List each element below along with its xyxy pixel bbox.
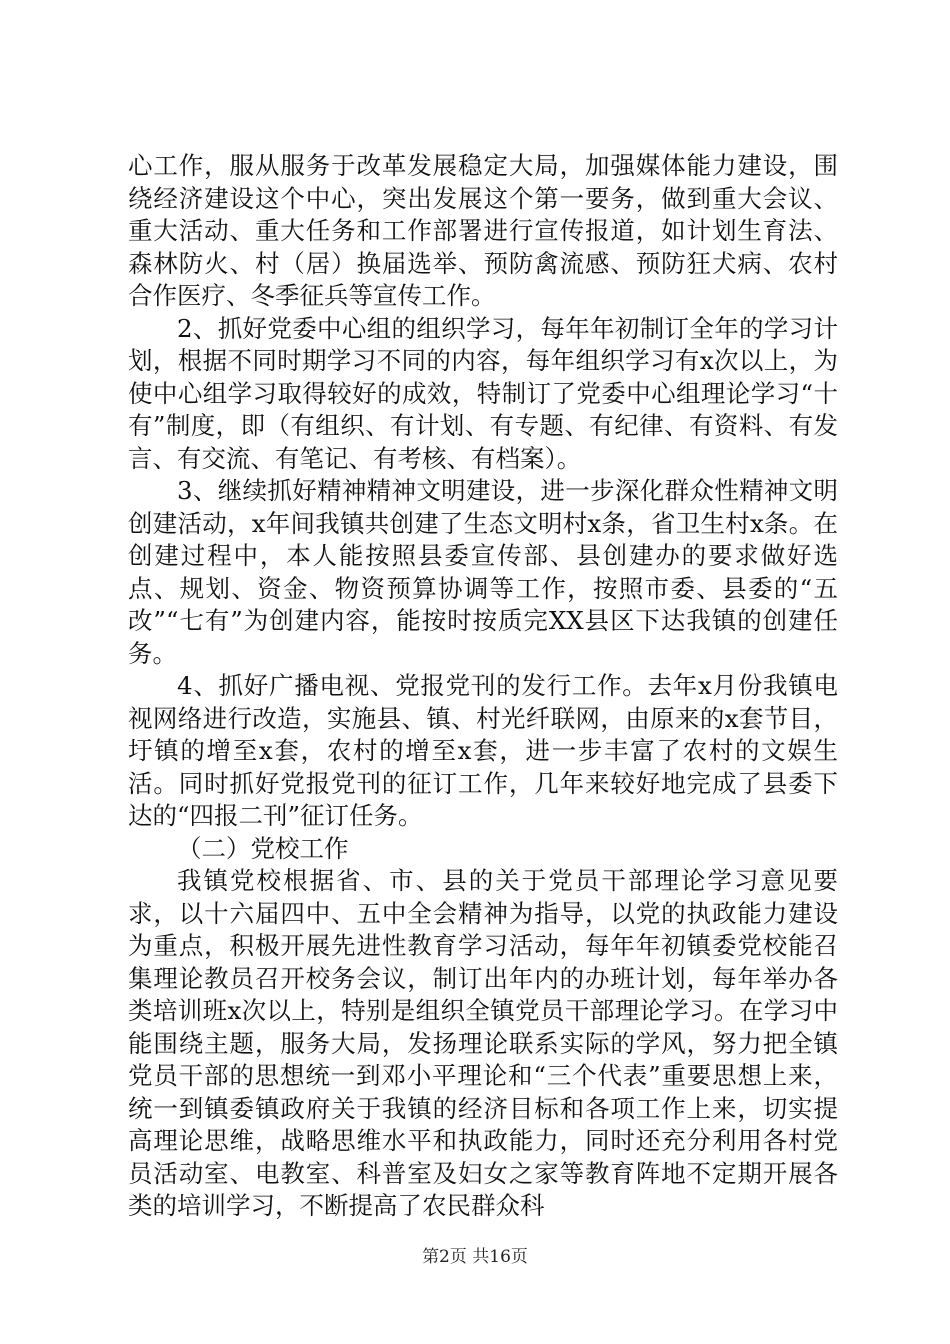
paragraph: 4、抓好广播电视、党报党刊的发行工作。去年x月份我镇电视网络进行改造，实施县、镇、村光纤联网，由原来的x套节目，圩镇的增至x套，农村的增至x套，进一步丰富了农村的文娱生活。同时抓好党报党刊的征订工作，几年来较好地完成了县委下达的“四报二刊”征订任务。 xyxy=(128,671,838,830)
paragraph: 我镇党校根据省、市、县的关于党员干部理论学习意见要求，以十六届四中、五中全会精神为指导，以党的执政能力建设为重点，积极开展先进性教育学习活动，每年年初镇委党校能召集理论教员召开校务会议，制订出年内的办班计划，每年举办各类培训班x次以上，特别是组织全镇党员干部理论学习。在学习中能围绕主题，服务大局，发扬理论联系实际的学风，努力把全镇党员干部的思想统一到邓小平理论和“三个代表”重要思想上来，统一到镇委镇政府关于我镇的经济目标和各项工作上来，切实提高理论思维，战略思维水平和执政能力，同时还充分利用各村党员活动室、电教室、科普室及妇女之家等教育阵地不定期开展各类的培训学习，不断提高了农民群众科 xyxy=(128,866,838,1220)
paragraph: 心工作，服从服务于改革发展稳定大局，加强媒体能力建设，围绕经济建设这个中心，突出发展这个第一要务，做到重大会议、重大活动、重大任务和工作部署进行宣传报道，如计划生育法、森林防火、村（居）换届选举、预防禽流感、预防狂犬病、农村合作医疗、冬季征兵等宣传工作。 xyxy=(128,151,838,310)
section-heading: （二）党校工作 xyxy=(177,833,349,863)
page-footer: 第2页 共16页 xyxy=(422,1247,528,1267)
document-body xyxy=(128,150,838,1223)
paragraph: 2、抓好党委中心组的组织学习，每年年初制订全年的学习计划，根据不同时期学习不同的内容，每年组织学习有x次以上，为使中心组学习取得较好的成效，特制订了党委中心组理论学习“十有”制度，即（有组织、有计划、有专题、有纪律、有资料、有发言、有交流、有笔记、有考核、有档案）。 xyxy=(128,313,838,473)
paragraph: 3、继续抓好精神精神文明建设，进一步深化群众性精神文明创建活动，x年间我镇共创建了生态文明村x条，省卫生村x条。在创建过程中，本人能按照县委宣传部、县创建办的要求做好选点、规划、资金、物资预算协调等工作，按照市委、县委的“五改”“七有”为创建内容，能按时按质完XX县区下达我镇的创建任务。 xyxy=(128,476,838,668)
